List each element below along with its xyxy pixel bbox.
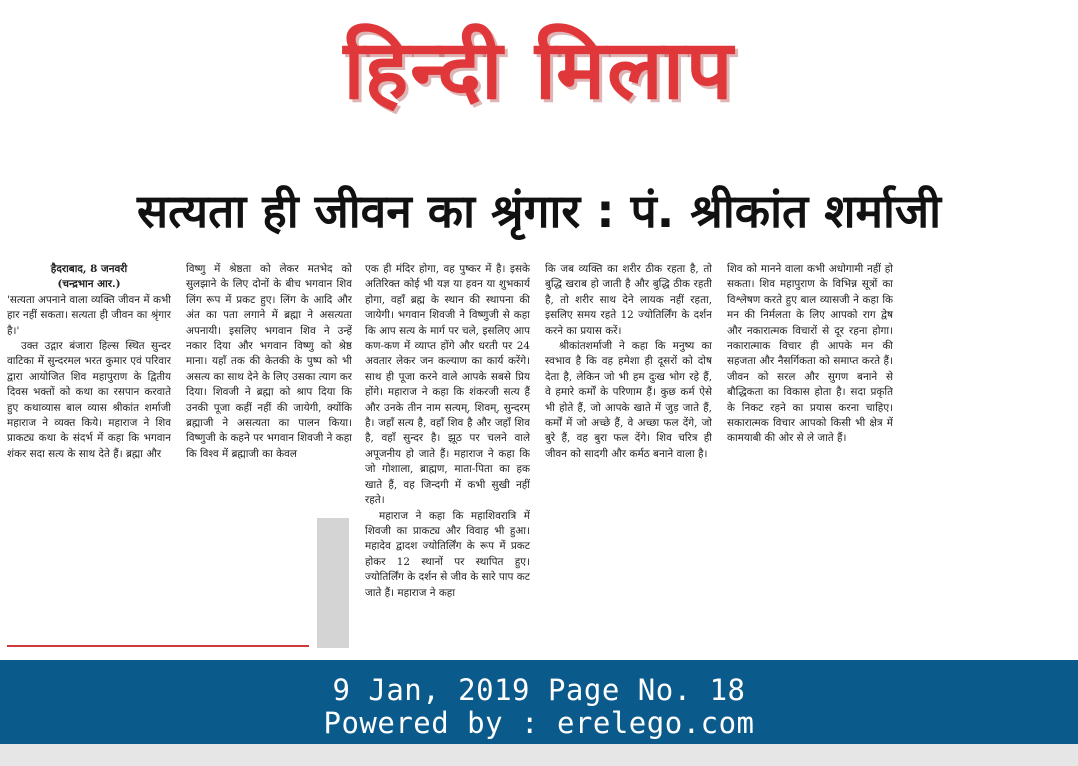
article-column-3 — [365, 262, 530, 648]
column-paragraph: उक्त उद्गार बंजारा हिल्स स्थित सुन्दर वाटिका में सुन्दरमल भरत कुमार एवं परिवार द्वारा आयोजित शिव महापुराण के द्वितीय दिवस भक्तों को कथा का रसपान करवाते हुए कथाव्यास बाल व्यास श्रीकांत शर्माजी महाराज ने व्यक्त किये। महाराज ने शिव प्राकट्य कथा के संदर्भ में कहा कि भगवान शंकर सदा सत्य के साथ देते हैं। ब्रह्मा और — [7, 340, 171, 460]
article-column-4 — [545, 262, 712, 502]
column-paragraph: एक ही मंदिर होगा, वह पुष्कर में है। इसके अतिरिक्त कोई भी यज्ञ या हवन या शुभकार्य होगा, वहाँ ब्रह्म के स्थान की स्थापना की जायेगी। भगवान शिवजी ने विष्णुजी से कहा कि आप सत्य के मार्ग पर चले, इसलिए आप कण-कण में व्याप्त होंगे और धरती पर 24 अवतार लेकर जन कल्याण का कार्य करेंगे। साथ ही पूजा करने वाले आपके सबसे प्रिय होंगे। महाराज ने कहा कि शंकरजी सत्य हैं और उनके तीन नाम सत्यम्, शिवम्, सुन्दरम् है। जहाँ सत्य है, वहाँ शिव है और जहाँ शिव है, वहाँ सुन्दर है। झूठ पर चलने वाले अपूजनीय हो जाते हैं। महाराज ने कहा कि जो गोशाला, ब्राह्मण, माता-पिता का हक खाते हैं, वह जिन्दगी में कभी सुखी नहीं रहते। — [365, 263, 530, 507]
divider-rule — [7, 645, 309, 647]
column-paragraph: विष्णु में श्रेष्ठता को लेकर मतभेद को सुलझाने के लिए दोनों के बीच भगवान शिव लिंग रूप में प्रकट हुए। लिंग के आदि और अंत का पता लगाने में ब्रह्मा ने असत्यता अपनायी। इसलिए भगवान शिव ने उन्हें नकार दिया और भगवान विष्णु को श्रेष्ठ माना। यहाँ तक की केतकी के पुष्प को भी असत्य का साथ देने के लिए उसका त्याग कर दिया। शिवजी ने ब्रह्मा को श्राप दिया कि उनकी पूजा कहीं नहीं की जायेगी, क्योंकि ब्रह्माजी ने असत्यता का पालन किया। विष्णुजी के कहने पर भगवान शिवजी ने कहा कि विश्व में ब्रह्माजी का केवल — [186, 263, 352, 460]
dateline: हैदराबाद, 8 जनवरी — [50, 263, 128, 275]
article-column-1 — [7, 262, 171, 502]
article-headline: सत्यता ही जीवन का श्रृंगार : पं. श्रीकांत शर्माजी — [137, 184, 941, 238]
column-paragraph: कि जब व्यक्ति का शरीर ठीक रहता है, तो बुद्धि खराब हो जाती है और बुद्धि ठीक रहती है, तो शरीर साथ देने लायक नहीं रहता, इसलिए समय रहते 12 ज्योतिर्लिंग के दर्शन करने का प्रयास करें। — [545, 263, 712, 337]
footer-powered-by: Powered by : erelego.com — [323, 706, 755, 740]
masthead-title: हिन्दी मिलाप — [343, 22, 735, 118]
column-paragraph: 'सत्यता अपनाने वाला व्यक्ति जीवन में कभी हार नहीं सकता। सत्यता ही जीवन का श्रृंगार है।' — [7, 293, 171, 337]
footer-date-page: 9 Jan, 2019 Page No. 18 — [332, 673, 746, 707]
bottom-band — [0, 744, 1078, 766]
clipping-gutter-shade — [317, 518, 349, 648]
column-paragraph: शिव को मानने वाला कभी अधोगामी नहीं हो सकता। शिव महापुराण के विभिन्न सूत्रों का विश्लेषण करते हुए बाल व्यासजी ने कहा कि मन की निर्मलता के लिए आपको राग द्वेष और नकारात्मक विचारों से दूर रहना होगा। नकारात्माक विचार ही आपके मन की सहजता और नैसर्गिकता को समाप्त करते हैं। जीवन को सरल और सुगण बनाने से बौद्धिकता का विकास होता है। सदा प्रकृति के निकट रहने का प्रयास करना चाहिए। सकारात्मक विचार आपको किसी भी क्षेत्र में कामयाबी की ओर से ले जाते हैं। — [727, 263, 893, 445]
article-column-2 — [186, 262, 352, 502]
column-paragraph: श्रीकांतशर्माजी ने कहा कि मनुष्य का स्वभाव है कि वह हमेशा ही दूसरों को दोष देता है, लेकिन जो भी हम दुःख भोग रहे हैं, वे हमारे कर्मों के परिणाम हैं। कुछ कर्म ऐसे भी होते हैं, जो आपके खाते में जुड़ जाते हैं, कर्मों में जो अच्छे हैं, वे अच्छा फल देंगे, जो बुरे हैं, वह बुरा फल देंगे। शिव चरित्र ही जीवन को सादगी और कर्मठ बनाने वाला है। — [545, 340, 712, 460]
article-column-5 — [727, 262, 893, 502]
byline: (चन्द्रभान आर.) — [57, 278, 121, 291]
footer-bar — [0, 660, 1078, 744]
column-paragraph: महाराज ने कहा कि महाशिवरात्रि में शिवजी का प्राकट्य और विवाह भी हुआ। महादेव द्वादश ज्योतिर्लिंग के रूप में प्रकट होकर 12 स्थानों पर स्थापित हुए। ज्योतिर्लिंग के दर्शन से जीव के सारे पाप कट जाते हैं। महाराज ने कहा — [365, 509, 530, 599]
